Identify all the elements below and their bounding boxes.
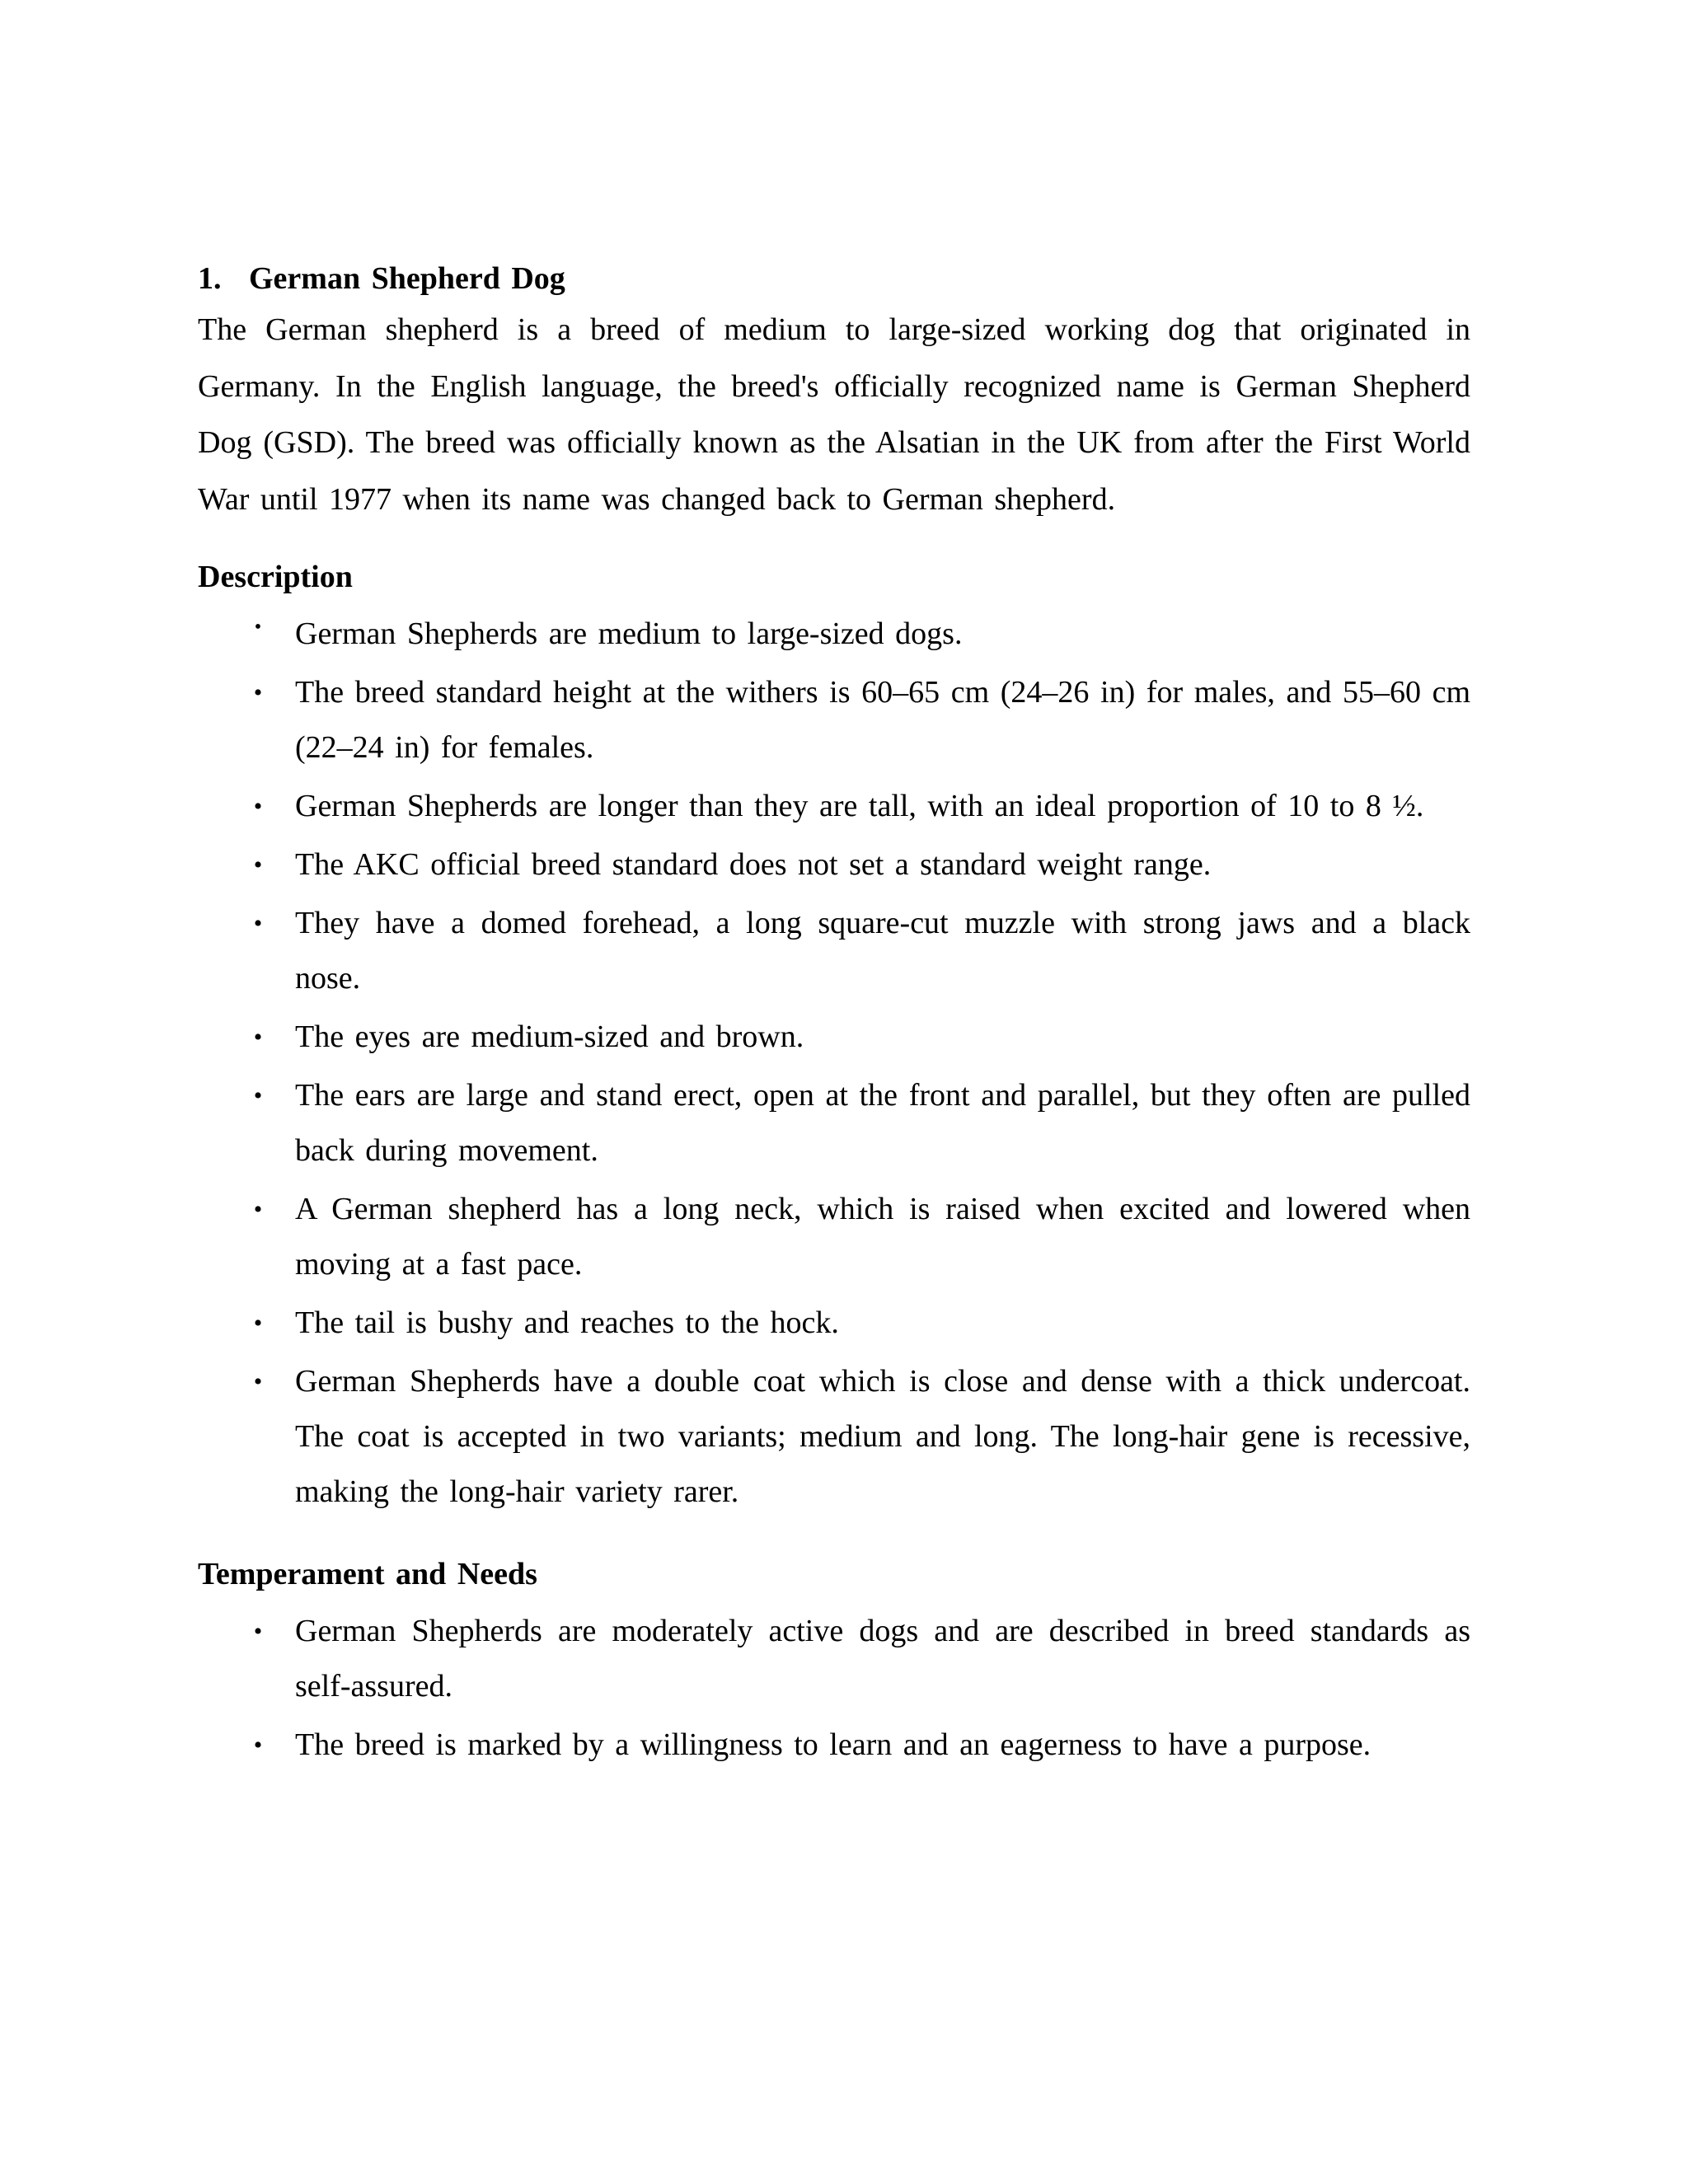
list-item-text: The breed standard height at the withers is 60–65 cm (24–26 in) for males, and 55–60 cm (22–24 in) for females. [295, 675, 1470, 765]
title-text: German Shepherd Dog [249, 261, 565, 296]
list-item-text: German Shepherds have a double coat which is close and dense with a thick undercoat. The coat is accepted in two variants; medium and long. The long-hair gene is recessive, making the long-hair variety rarer. [295, 1364, 1470, 1509]
bullet-icon: • [253, 1196, 263, 1223]
bullet-icon: • [253, 1024, 263, 1051]
bullet-icon: • [253, 793, 263, 820]
bullet-icon: • [253, 1618, 263, 1645]
document-page [198, 255, 1470, 1776]
list-item-text: German Shepherds are medium to large-sized dogs. [295, 616, 963, 651]
temperament-list [198, 1604, 1470, 1773]
list-item-text: The eyes are medium-sized and brown. [295, 1019, 804, 1054]
intro-paragraph: The German shepherd is a breed of medium to large-sized working dog that originated in Germany. In the English language, the breed's officially recognized name is German Shepherd Dog (GSD). The breed was officially known as the Alsatian in the UK from after the First World War until 1977 when its name was changed back to German shepherd. [198, 312, 1470, 517]
list-item [198, 665, 1470, 776]
list-item [198, 896, 1470, 1006]
list-item [198, 779, 1470, 834]
bullet-icon: • [253, 910, 263, 937]
bullet-icon: • [253, 851, 263, 879]
list-item-text: German Shepherds are longer than they are tall, with an ideal proportion of 10 to 8 ½. [295, 789, 1424, 823]
bullet-icon: • [253, 1732, 263, 1759]
bullet-icon: • [253, 1368, 263, 1395]
list-item-text: The AKC official breed standard does not set a standard weight range. [295, 847, 1212, 882]
title-number: 1. [198, 261, 222, 296]
list-item [198, 1010, 1470, 1065]
bullet-icon: • [253, 679, 263, 706]
list-item-text: The breed is marked by a willingness to learn and an eagerness to have a purpose. [295, 1727, 1372, 1762]
list-item [198, 607, 1470, 662]
description-list [198, 607, 1470, 1520]
list-item [198, 1068, 1470, 1179]
document-title [198, 255, 1470, 302]
list-item-text: The ears are large and stand erect, open at the front and parallel, but they often are pulled back during movement. [295, 1078, 1470, 1168]
list-item-text: The tail is bushy and reaches to the hock. [295, 1305, 839, 1340]
list-item [198, 1604, 1470, 1714]
description-heading: Description [198, 560, 353, 594]
list-item [198, 837, 1470, 893]
list-item-text: A German shepherd has a long neck, which is raised when excited and lowered when moving at a fast pace. [295, 1192, 1470, 1282]
bullet-icon: • [253, 1310, 263, 1337]
list-item [198, 1182, 1470, 1292]
list-item [198, 1296, 1470, 1351]
list-item-text: German Shepherds are moderately active dogs and are described in breed standards as self-assured. [295, 1614, 1470, 1704]
list-item [198, 1354, 1470, 1520]
list-item-text: They have a domed forehead, a long square-cut muzzle with strong jaws and a black nose. [295, 906, 1470, 996]
bullet-icon: • [254, 616, 262, 638]
temperament-heading: Temperament and Needs [198, 1557, 537, 1591]
list-item [198, 1718, 1470, 1773]
bullet-icon: • [253, 1082, 263, 1109]
